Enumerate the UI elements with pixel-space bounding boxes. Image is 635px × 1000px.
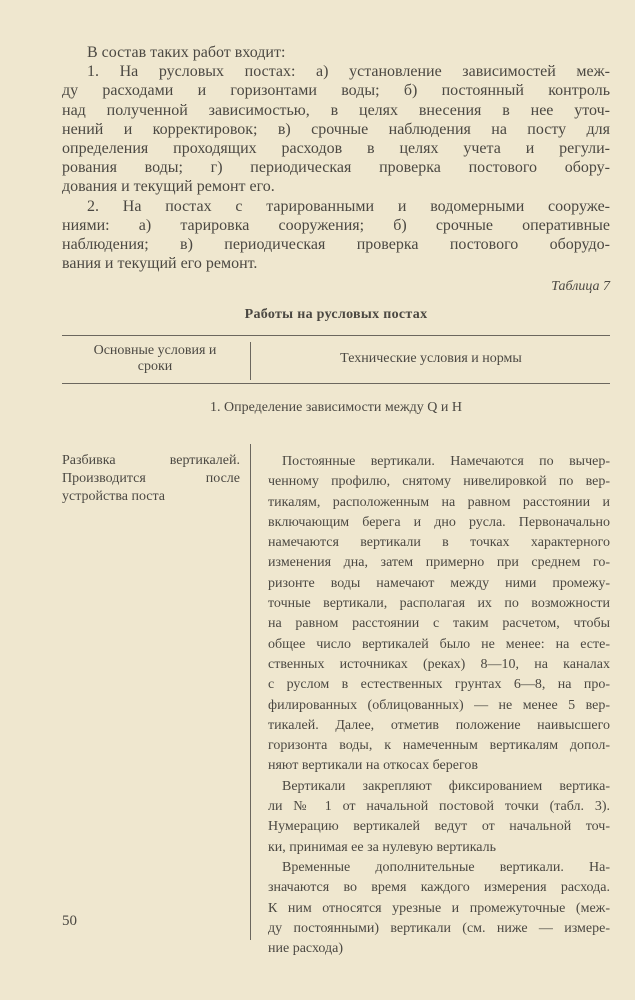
table-number: Таблица 7 (551, 279, 610, 294)
text-line: точные вертикали, располагая их по возможности (268, 596, 610, 612)
text-line: тикалям, расположенным на равном расстоянии и (268, 494, 610, 510)
text-line: горизонта воды, к намеченным вертикалям допол- (268, 738, 610, 754)
intro-text (62, 43, 610, 273)
text-line: тикалей. Далее, отметив положение наивысшего (268, 717, 610, 733)
text-line: ду расходами и горизонтами воды; б) постоянный контроль (62, 82, 610, 100)
cell-line: устройства поста (62, 489, 166, 504)
header-line: сроки (137, 359, 173, 374)
text-line: над полученной зависимостью, в целях внесения в нее уточ- (62, 101, 610, 119)
table-title: Работы на русловых постах (244, 307, 428, 322)
text-line: дования и текущий ремонт его. (62, 178, 275, 196)
header-bottom-rule (62, 383, 610, 384)
table-top-rule (62, 335, 610, 336)
text-line: ризонте воды намечают между ними промежу- (268, 575, 610, 591)
text-line: определения проходящих расходов в целях учета и регули- (62, 140, 610, 158)
text-line: наблюдения; в) периодическая проверка постового оборудо- (62, 236, 610, 254)
text-line: няют вертикали на откосах берегов (268, 758, 478, 774)
text-line: на равном расстоянии с таким расчетом, чтобы (268, 616, 610, 632)
text-line: Постоянные вертикали. Намечаются по вычер- (282, 454, 610, 469)
text-line: ченному профилю, снятому нивелировкой по вер- (268, 474, 610, 490)
header-divider (250, 342, 251, 380)
norms-paragraph-2 (268, 777, 610, 858)
text-line: 1. На русловых постах: а) установление зависимостей меж- (87, 63, 610, 81)
text-line: ки, принимая ее за нулевую вертикаль (268, 839, 496, 855)
norms-paragraph-3 (268, 858, 610, 959)
text-line: вания и текущий его ремонт. (62, 255, 258, 273)
section-heading: 1. Определение зависимости между Q и H (209, 400, 463, 415)
cell-line: Производится после (62, 471, 240, 486)
text-line: филированных (облицованных) — не менее 5 вер- (268, 697, 610, 713)
row-norms (268, 452, 610, 959)
text-line: общее число вертикалей было не менее: на есте- (268, 636, 610, 652)
cell-line: Разбивка вертикалей. (62, 453, 240, 468)
text-line: включающим берега и дно русла. Первоначально (268, 514, 610, 530)
intro-paragraph-2 (62, 197, 610, 274)
text-line: с руслом в естественных грунтах 6—8, на про- (268, 677, 610, 693)
header-col-conditions (62, 343, 248, 375)
text-line: 2. На постах с тарированными и водомерными сооруже- (87, 197, 610, 215)
text-line: рования воды; г) периодическая проверка постового обору- (62, 159, 610, 177)
text-line: ственных источниках (реках) 8—10, на каналах (268, 656, 610, 672)
text-line: ние расхода) (268, 941, 344, 957)
text-line: намечаются вертикали в точках характерного (268, 535, 610, 551)
text-line: значаются во время каждого измерения расхода. (268, 880, 610, 896)
header-col-norms: Технические условия и нормы (340, 351, 522, 366)
column-divider (250, 444, 251, 940)
page-number: 50 (62, 913, 77, 929)
intro-paragraph-0 (62, 43, 610, 62)
text-line: Вертикали закрепляют фиксированием вертика- (282, 778, 610, 794)
text-line: ниями: а) тарировка сооружения; б) срочные оперативные (62, 216, 610, 234)
text-line: ли № 1 от начальной постовой точки (табл. 3). (268, 799, 610, 815)
text-line: нений и корректировок; в) срочные наблюдения на посту для (62, 120, 610, 138)
row-conditions (62, 452, 240, 506)
norms-paragraph-1 (268, 452, 610, 777)
text-line: Нумерацию вертикалей ведут от начальной точ- (268, 819, 610, 835)
intro-paragraph-1 (62, 62, 610, 196)
text-line: В состав таких работ входит: (87, 44, 286, 61)
text-line: изменения дна, затем примерно при среднем го- (268, 555, 610, 571)
text-line: К ним относятся урезные и промежуточные (меж- (268, 900, 610, 916)
header-line: Основные условия и (93, 343, 217, 358)
text-line: Временные дополнительные вертикали. На- (282, 859, 610, 875)
text-line: ду постоянными) вертикали (см. ниже — измере- (268, 920, 610, 936)
